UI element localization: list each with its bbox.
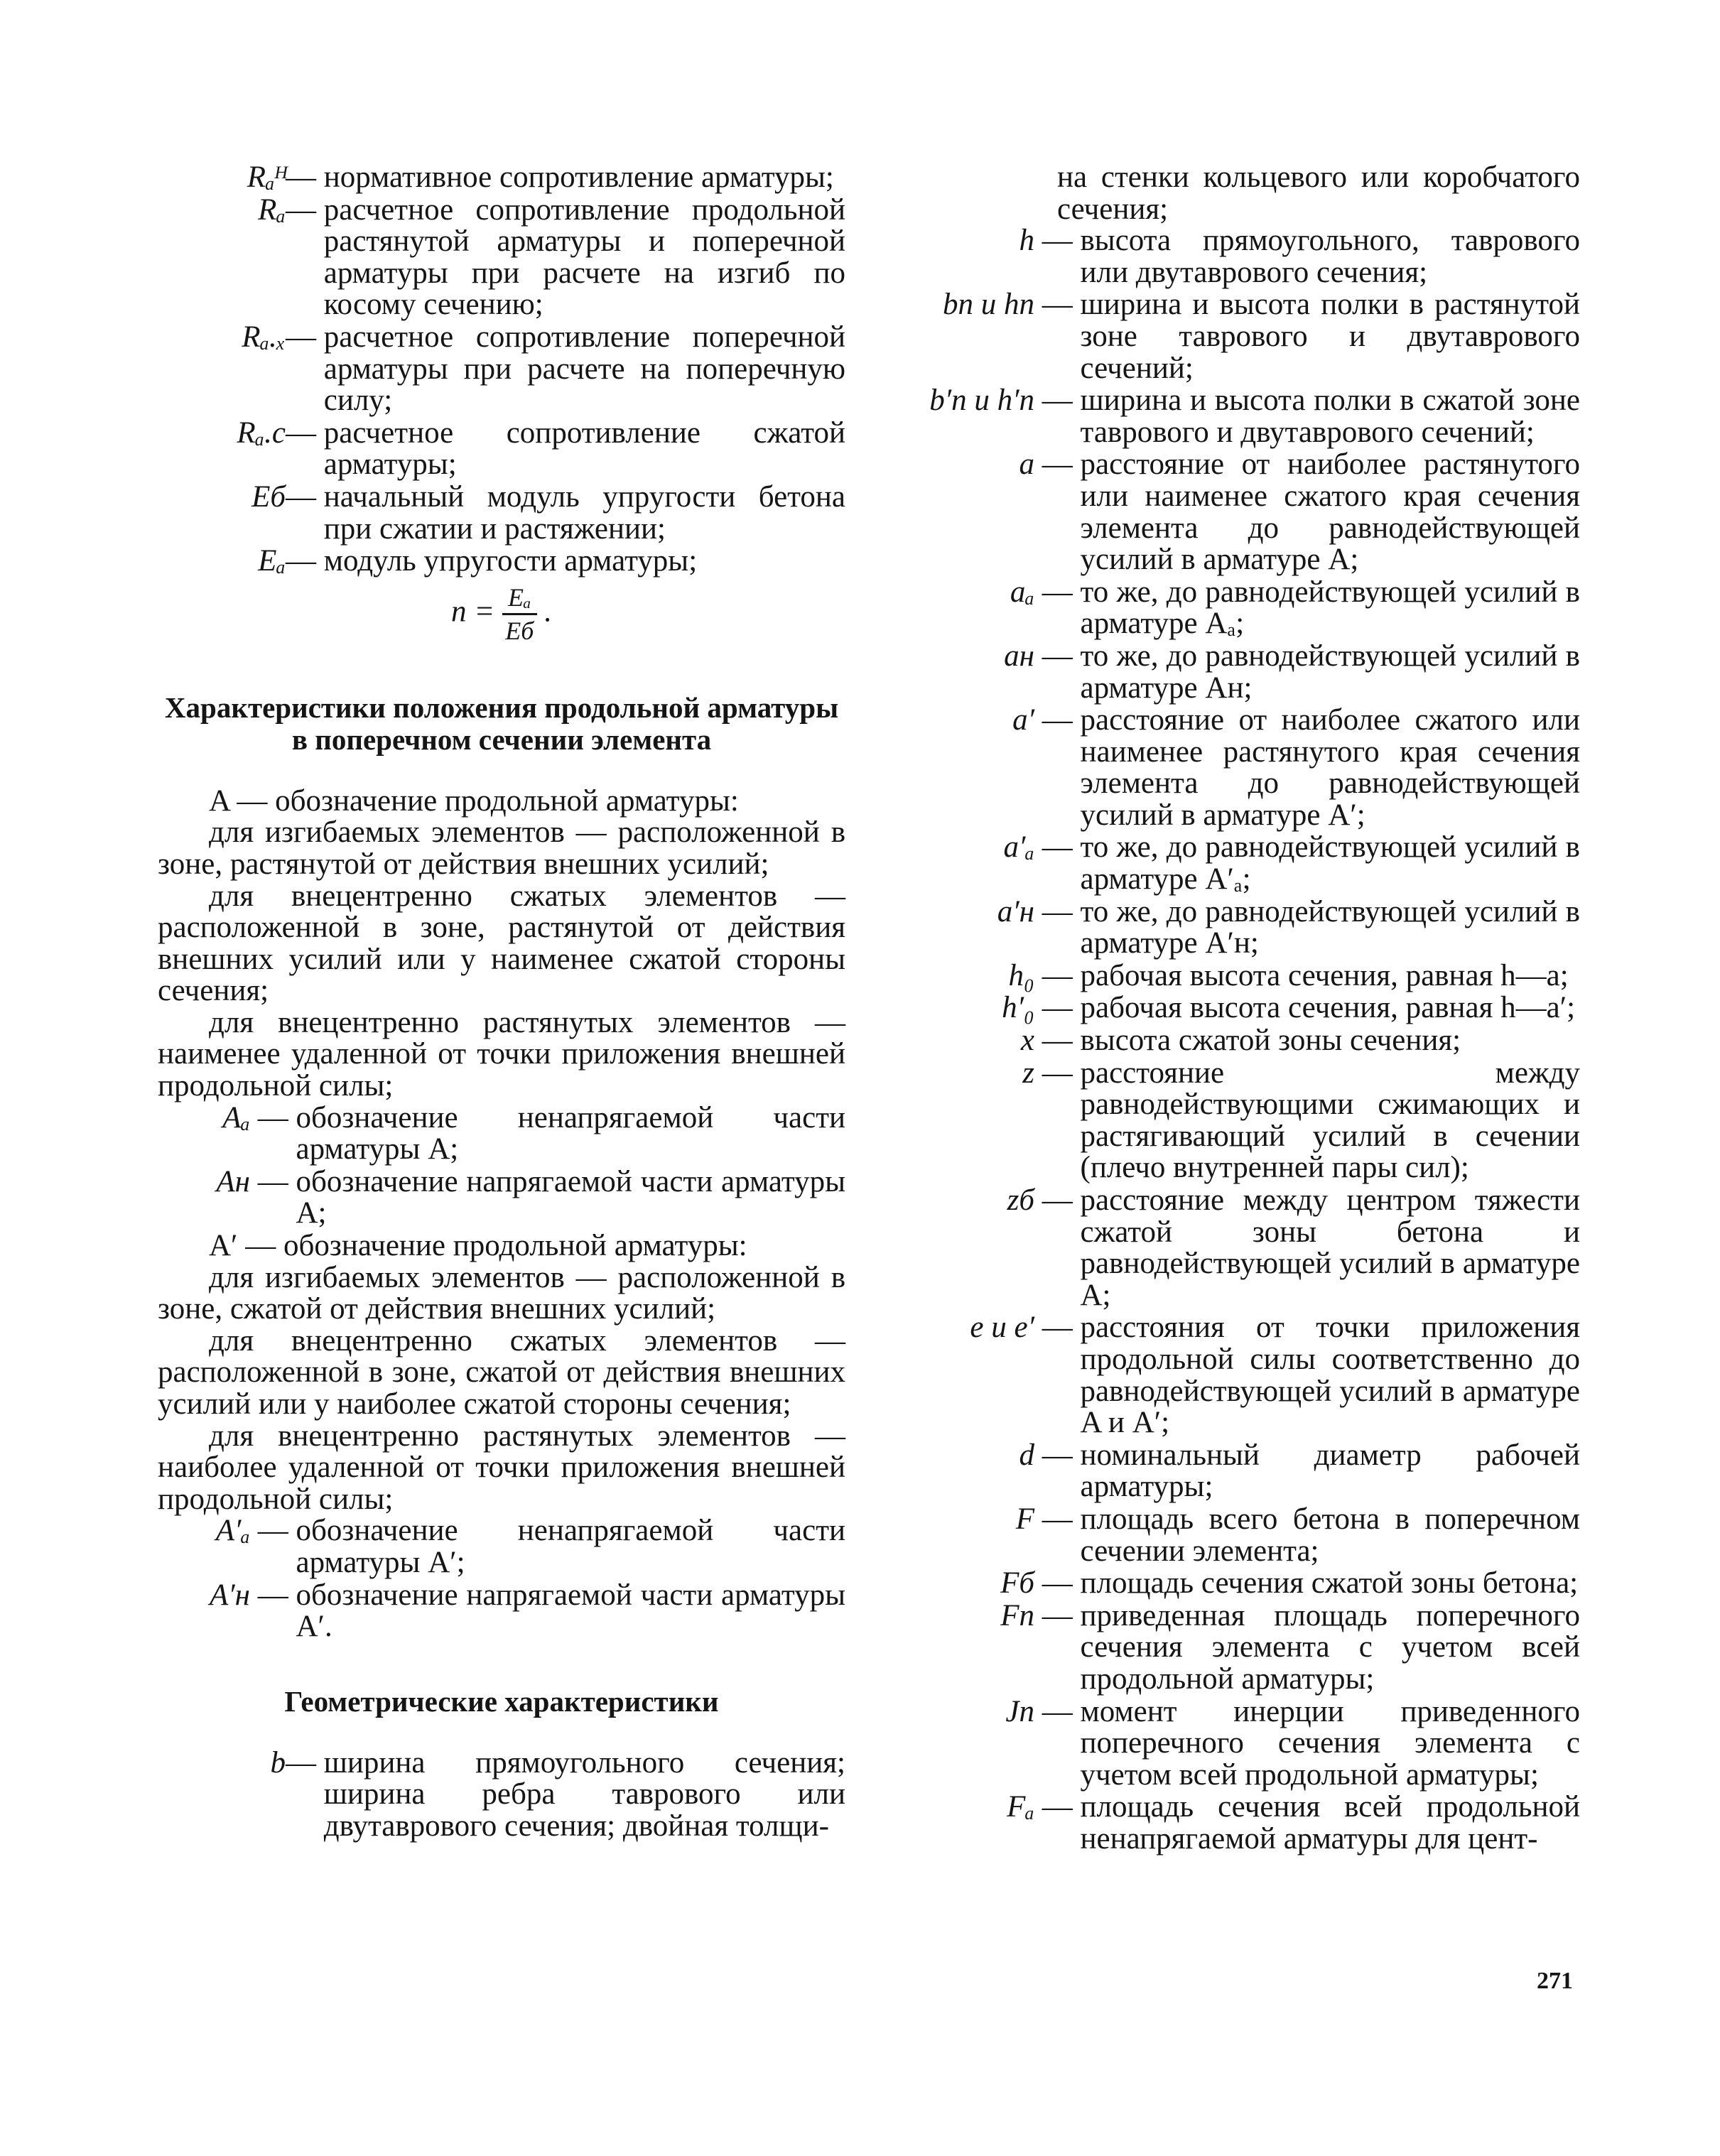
- definition-entry: [907, 641, 1580, 704]
- definition-text: обозначение ненапрягаемой части арматуры A;: [296, 1100, 845, 1166]
- definition-entry: [907, 1504, 1580, 1567]
- modulus-ratio-formula: [158, 582, 845, 646]
- symbol: Rₐᴴ: [247, 161, 286, 194]
- symbol: a′н: [997, 894, 1034, 928]
- dash: —: [250, 1514, 296, 1548]
- definition-text: то же, до равнодействующей усилий в арматуре A′н;: [1080, 894, 1580, 960]
- definition-entry: [907, 225, 1580, 288]
- definition-text: высота сжатой зоны сечения;: [1080, 1024, 1461, 1058]
- definition-text: площадь сечения сжатой зоны бетона;: [1080, 1566, 1579, 1600]
- dash: —: [1034, 1024, 1081, 1058]
- definition-text: расчетное сопротивление сжатой арматуры;: [323, 416, 845, 482]
- dash: —: [286, 161, 324, 194]
- definition-entry: [907, 1440, 1580, 1503]
- dash: —: [1034, 288, 1081, 322]
- definition-text: модуль упругости арматуры;: [323, 544, 698, 578]
- a-intro: A — обозначение продольной арматуры:: [209, 784, 739, 818]
- definition-text: расчетное сопротивление поперечной арматуры при расчете на поперечную силу;: [323, 320, 845, 418]
- paragraph: для внецентренно сжатых элементов — расположенной в зоне, сжатой от действия внешних усилий или у наиболее сжатой стороны сечения;: [158, 1323, 845, 1421]
- symbol: Aₐ: [222, 1100, 250, 1134]
- dash: —: [1034, 224, 1081, 258]
- dash: —: [1034, 1502, 1081, 1536]
- dash: —: [1034, 639, 1081, 673]
- definition-entry: [907, 1568, 1580, 1600]
- definition-text: ширина прямоугольного сечения; ширина ребра таврового или двутаврового сечения; двойная толщи-: [323, 1745, 845, 1843]
- dash: —: [1034, 1694, 1081, 1728]
- symbol: F: [1015, 1502, 1034, 1536]
- section-heading: Геометрические характеристики: [284, 1684, 719, 1718]
- symbol: Fₐ: [1007, 1790, 1034, 1824]
- definition-entry: [907, 1058, 1580, 1184]
- symbol: bп и hп: [943, 288, 1034, 322]
- dash: —: [1034, 448, 1081, 482]
- definition-text: обозначение ненапрягаемой части арматуры A′;: [296, 1514, 845, 1579]
- definition-entry: [907, 1312, 1580, 1439]
- definition-text: обозначение напрягаемой части арматуры A;: [296, 1164, 845, 1230]
- formula-lhs: n =: [450, 595, 495, 629]
- definition-text: то же, до равнодействующей усилий в арматуре Aₐ;: [1080, 575, 1580, 641]
- symbol: x: [1020, 1024, 1034, 1058]
- dash: —: [1034, 1438, 1081, 1472]
- definition-entry: [907, 1025, 1580, 1057]
- definition-entry: [158, 195, 845, 321]
- dash: —: [286, 544, 324, 578]
- definition-entry: [158, 1166, 845, 1230]
- symbol: A′ₐ: [215, 1514, 250, 1548]
- definition-text: приведенная площадь поперечного сечения элемента с учетом всей продольной арматуры;: [1080, 1598, 1580, 1696]
- dash: —: [1034, 894, 1081, 928]
- continuation-text: на стенки кольцевого или коробчатого сечения;: [1057, 161, 1580, 226]
- symbol: Jп: [1005, 1694, 1034, 1728]
- definition-entry: [158, 418, 845, 481]
- dash: —: [286, 416, 324, 450]
- definition-entry: [907, 705, 1580, 831]
- dash: —: [286, 1745, 324, 1779]
- definition-entry: [907, 1185, 1580, 1311]
- definition-text: расчетное сопротивление продольной растянутой арматуры и поперечной арматуры при расчете на изгиб по косому сечению;: [323, 193, 845, 322]
- definition-text: расстояние между центром тяжести сжатой зоны бетона и равнодействующей усилий в арматуре A;: [1080, 1183, 1580, 1312]
- definition-text: начальный модуль упругости бетона при сжатии и растяжении;: [323, 480, 845, 546]
- symbol: Eб: [251, 480, 286, 514]
- definition-entry: [907, 1792, 1580, 1855]
- symbol: a: [1019, 448, 1034, 482]
- definition-text: ширина и высота полки в сжатой зоне таврового и двутаврового сечений;: [1080, 384, 1580, 449]
- definition-text: номинальный диаметр рабочей арматуры;: [1080, 1438, 1580, 1504]
- symbol: a′ₐ: [1003, 830, 1034, 865]
- definition-text: расстояние между равнодействующими сжимающих и растягивающий усилий в сечении (плечо внутренней пары сил);: [1080, 1056, 1580, 1185]
- definition-text: то же, до равнодействующей усилий в арматуре Aн;: [1080, 639, 1580, 705]
- symbol: b: [270, 1745, 286, 1779]
- definition-text: ширина и высота полки в растянутой зоне таврового и двутаврового сечений;: [1080, 288, 1580, 385]
- dash: —: [250, 1164, 296, 1198]
- dash: —: [1034, 1566, 1081, 1600]
- definition-entry: [907, 960, 1580, 992]
- definition-entry: [158, 546, 845, 578]
- definition-text: площадь всего бетона в поперечном сечении элемента;: [1080, 1502, 1580, 1568]
- definition-entry: [158, 1100, 845, 1166]
- definition-entry: [907, 1600, 1580, 1696]
- definition-text: обозначение напрягаемой части арматуры A′.: [296, 1578, 845, 1644]
- symbol: Aн: [216, 1164, 250, 1198]
- dash: —: [250, 1578, 296, 1612]
- definition-text: расстояния от точки приложения продольной силы соответственно до равнодействующей усилий в арматуре A и A′;: [1080, 1311, 1580, 1440]
- symbol: Fб: [1000, 1566, 1034, 1600]
- section-heading: Характеристики положения продольной арматуры в поперечном сечении элемента: [164, 690, 839, 756]
- definition-text: расстояние от наиболее сжатого или наименее растянутого края сечения элемента до равнодействующей усилий в арматуре A′;: [1080, 703, 1580, 832]
- definition-text: высота прямоугольного, таврового или двутаврового сечения;: [1080, 224, 1580, 289]
- symbol: d: [1019, 1438, 1034, 1472]
- symbols-top-list: [158, 162, 845, 578]
- symbol: b′п и h′п: [929, 384, 1034, 418]
- dash: —: [1034, 703, 1081, 737]
- symbol: aн: [1004, 639, 1034, 673]
- dash: —: [1034, 384, 1081, 418]
- symbol: h′₀: [1002, 991, 1034, 1025]
- dash: —: [1034, 958, 1081, 992]
- definition-entry: [158, 482, 845, 545]
- definition-text: момент инерции приведенного поперечного сечения элемента с учетом всей продольной арматуры;: [1080, 1694, 1580, 1792]
- right-definitions-list: [907, 225, 1580, 1855]
- dash: —: [286, 193, 324, 227]
- paragraph: для внецентренно растянутых элементов — наиболее удаленной от точки приложения внешней продольной силы;: [158, 1419, 845, 1516]
- dash: —: [1034, 1183, 1081, 1217]
- formula-fraction: [502, 582, 537, 646]
- dash: —: [1034, 991, 1081, 1025]
- definition-entry: [907, 992, 1580, 1024]
- definition-entry: [158, 162, 845, 194]
- symbol: aₐ: [1010, 575, 1034, 609]
- symbol: h₀: [1008, 958, 1034, 992]
- definition-text: нормативное сопротивление арматуры;: [323, 161, 834, 194]
- definition-entry: [907, 577, 1580, 640]
- definition-entry: [907, 832, 1580, 895]
- paragraph: для внецентренно сжатых элементов — расположенной в зоне, растянутой от действия внешних усилий или у наименее сжатой стороны сечения;: [158, 879, 845, 1008]
- formula-tail: .: [544, 595, 553, 629]
- dash: —: [1034, 1056, 1081, 1090]
- definition-entry: [907, 1696, 1580, 1792]
- formula-numerator: Eₐ: [502, 582, 537, 615]
- paragraph: для изгибаемых элементов — расположенной в зоне, растянутой от действия внешних усилий;: [158, 816, 845, 881]
- definition-entry: [158, 1580, 845, 1643]
- symbol: Rₐ.ₓ: [242, 320, 286, 354]
- symbol: Fп: [1000, 1598, 1034, 1632]
- definition-text: расстояние от наиболее растянутого или наименее сжатого края сечения элемента до равнодействующей усилий в арматуре A;: [1080, 448, 1580, 577]
- dash: —: [1034, 575, 1081, 609]
- definition-entry: [158, 1515, 845, 1578]
- symbol: Rₐ.c: [237, 416, 286, 450]
- formula-denominator: Eб: [505, 616, 534, 645]
- paragraph: для изгибаемых элементов — расположенной в зоне, сжатой от действия внешних усилий;: [158, 1260, 845, 1326]
- definition-entry: [907, 896, 1580, 960]
- left-column: [158, 162, 845, 1843]
- dash: —: [1034, 830, 1081, 865]
- definition-entry: [907, 385, 1580, 448]
- definition-text: рабочая высота сечения, равная h—a′;: [1080, 991, 1576, 1025]
- symbol: Eₐ: [258, 544, 286, 578]
- symbol: Rₐ: [258, 193, 286, 227]
- definition-entry: [907, 289, 1580, 384]
- symbol: zб: [1007, 1183, 1034, 1217]
- definition-text: то же, до равнодействующей усилий в арматуре A′ₐ;: [1080, 830, 1580, 896]
- dash: —: [1034, 1790, 1081, 1824]
- definition-entry: [158, 322, 845, 417]
- definition-entry: [158, 1745, 845, 1843]
- a-prime-intro: A′ — обозначение продольной арматуры:: [209, 1229, 747, 1263]
- right-column: [907, 162, 1580, 1856]
- dash: —: [1034, 1598, 1081, 1632]
- definition-entry: [907, 449, 1580, 575]
- paragraph: для внецентренно растянутых элементов — наименее удаленной от точки приложения внешней продольной силы;: [158, 1005, 845, 1103]
- dash: —: [1034, 1311, 1081, 1345]
- definition-text: рабочая высота сечения, равная h—a;: [1080, 958, 1569, 992]
- symbol: h: [1019, 224, 1034, 258]
- dash: —: [286, 480, 324, 514]
- symbol: a′: [1012, 703, 1034, 737]
- dash: —: [286, 320, 324, 354]
- dash: —: [250, 1100, 296, 1134]
- page-number: 271: [1537, 1968, 1573, 1994]
- definition-text: площадь сечения всей продольной ненапрягаемой арматуры для цент-: [1080, 1790, 1580, 1856]
- symbol: A′н: [209, 1578, 250, 1612]
- symbol: z: [1022, 1056, 1034, 1090]
- symbol: e и e′: [970, 1311, 1034, 1345]
